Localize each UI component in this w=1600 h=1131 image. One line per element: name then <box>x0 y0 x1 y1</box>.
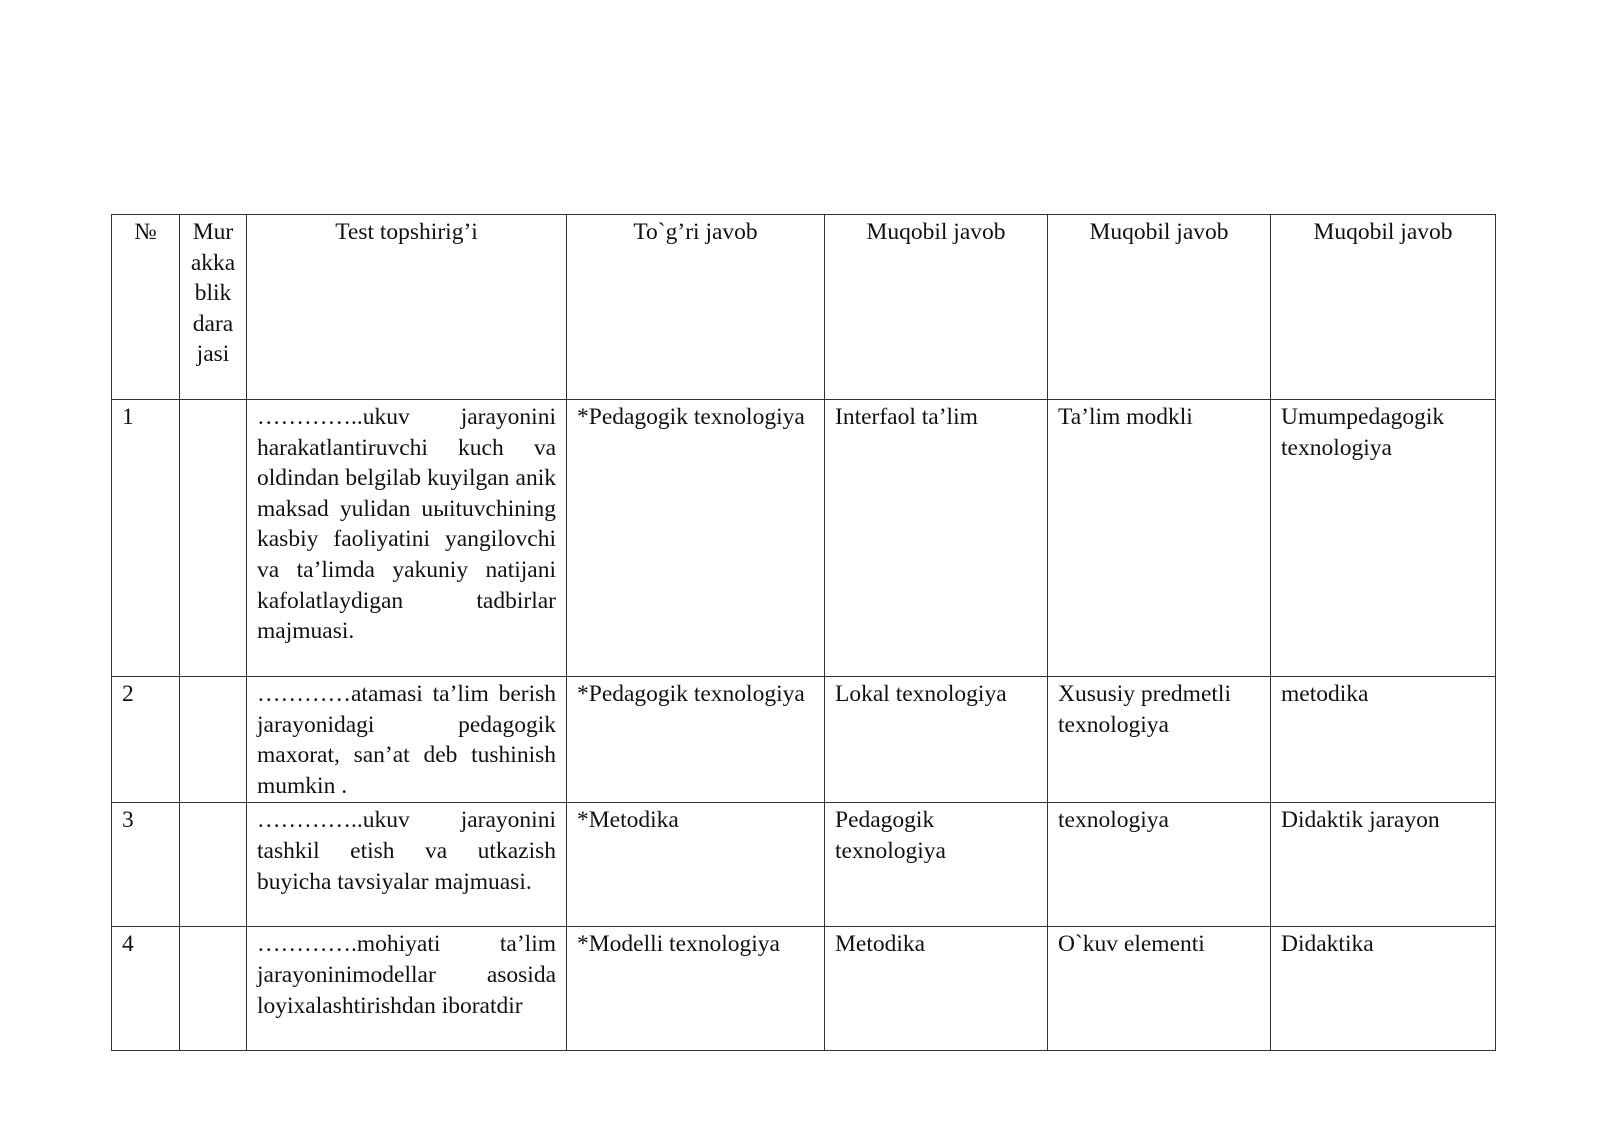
row-number: 4 <box>112 927 180 1051</box>
header-alternative-answer-1: Muqobil javob <box>825 215 1048 400</box>
table-header-row <box>112 215 1496 400</box>
row-difficulty-level <box>180 927 247 1051</box>
row-alternative-answer-3: Didaktik jarayon <box>1271 803 1496 927</box>
row-alternative-answer-1: Pedagogik texnologiya <box>825 803 1048 927</box>
row-alternative-answer-1: Metodika <box>825 927 1048 1051</box>
row-alternative-answer-3: metodika <box>1271 677 1496 803</box>
row-alternative-answer-2: Xususiy predmetli texnologiya <box>1048 677 1271 803</box>
row-correct-answer: *Metodika <box>567 803 825 927</box>
table-row <box>112 803 1496 927</box>
row-number: 3 <box>112 803 180 927</box>
header-number: № <box>112 215 180 400</box>
row-alternative-answer-1: Interfaol ta’lim <box>825 400 1048 677</box>
header-alternative-answer-3: Muqobil javob <box>1271 215 1496 400</box>
table-row <box>112 927 1496 1051</box>
header-test-task: Test topshirig’i <box>247 215 567 400</box>
row-alternative-answer-2: Ta’lim modkli <box>1048 400 1271 677</box>
row-difficulty-level <box>180 400 247 677</box>
header-difficulty-level: Murakkablik darajasi <box>180 215 247 400</box>
row-test-task: …………..ukuv jarayonini tashkil etish va utkazish buyicha tavsiyalar majmuasi. <box>247 803 567 927</box>
row-number: 1 <box>112 400 180 677</box>
row-test-task: …………atamasi ta’lim berish jarayonidagi pedagogik maxorat, san’at deb tushinish mumkin . <box>247 677 567 803</box>
row-number: 2 <box>112 677 180 803</box>
table-row <box>112 677 1496 803</box>
row-alternative-answer-2: texnologiya <box>1048 803 1271 927</box>
row-correct-answer: *Pedagogik texnologiya <box>567 400 825 677</box>
row-test-task: …………..ukuv jarayonini harakatlantiruvchi kuch va oldindan belgilab kuyilgan anik maksad yulidan uыituvchining kasbiy faoliyatini yangilovchi va ta’limda yakuniy natijani kafolatlaydigan tadbirlar majmuasi. <box>247 400 567 677</box>
row-alternative-answer-1: Lokal texnologiya <box>825 677 1048 803</box>
row-difficulty-level <box>180 803 247 927</box>
row-alternative-answer-3: Umumpedagogik texnologiya <box>1271 400 1496 677</box>
row-alternative-answer-3: Didaktika <box>1271 927 1496 1051</box>
table-row <box>112 400 1496 677</box>
row-correct-answer: *Pedagogik texnologiya <box>567 677 825 803</box>
header-alternative-answer-2: Muqobil javob <box>1048 215 1271 400</box>
test-table <box>111 214 1496 1051</box>
row-test-task: ………….mohiyati ta’lim jarayoninimodellar asosida loyixalashtirishdan iboratdir <box>247 927 567 1051</box>
header-correct-answer: To`g’ri javob <box>567 215 825 400</box>
row-difficulty-level <box>180 677 247 803</box>
row-alternative-answer-2: O`kuv elementi <box>1048 927 1271 1051</box>
row-correct-answer: *Modelli texnologiya <box>567 927 825 1051</box>
